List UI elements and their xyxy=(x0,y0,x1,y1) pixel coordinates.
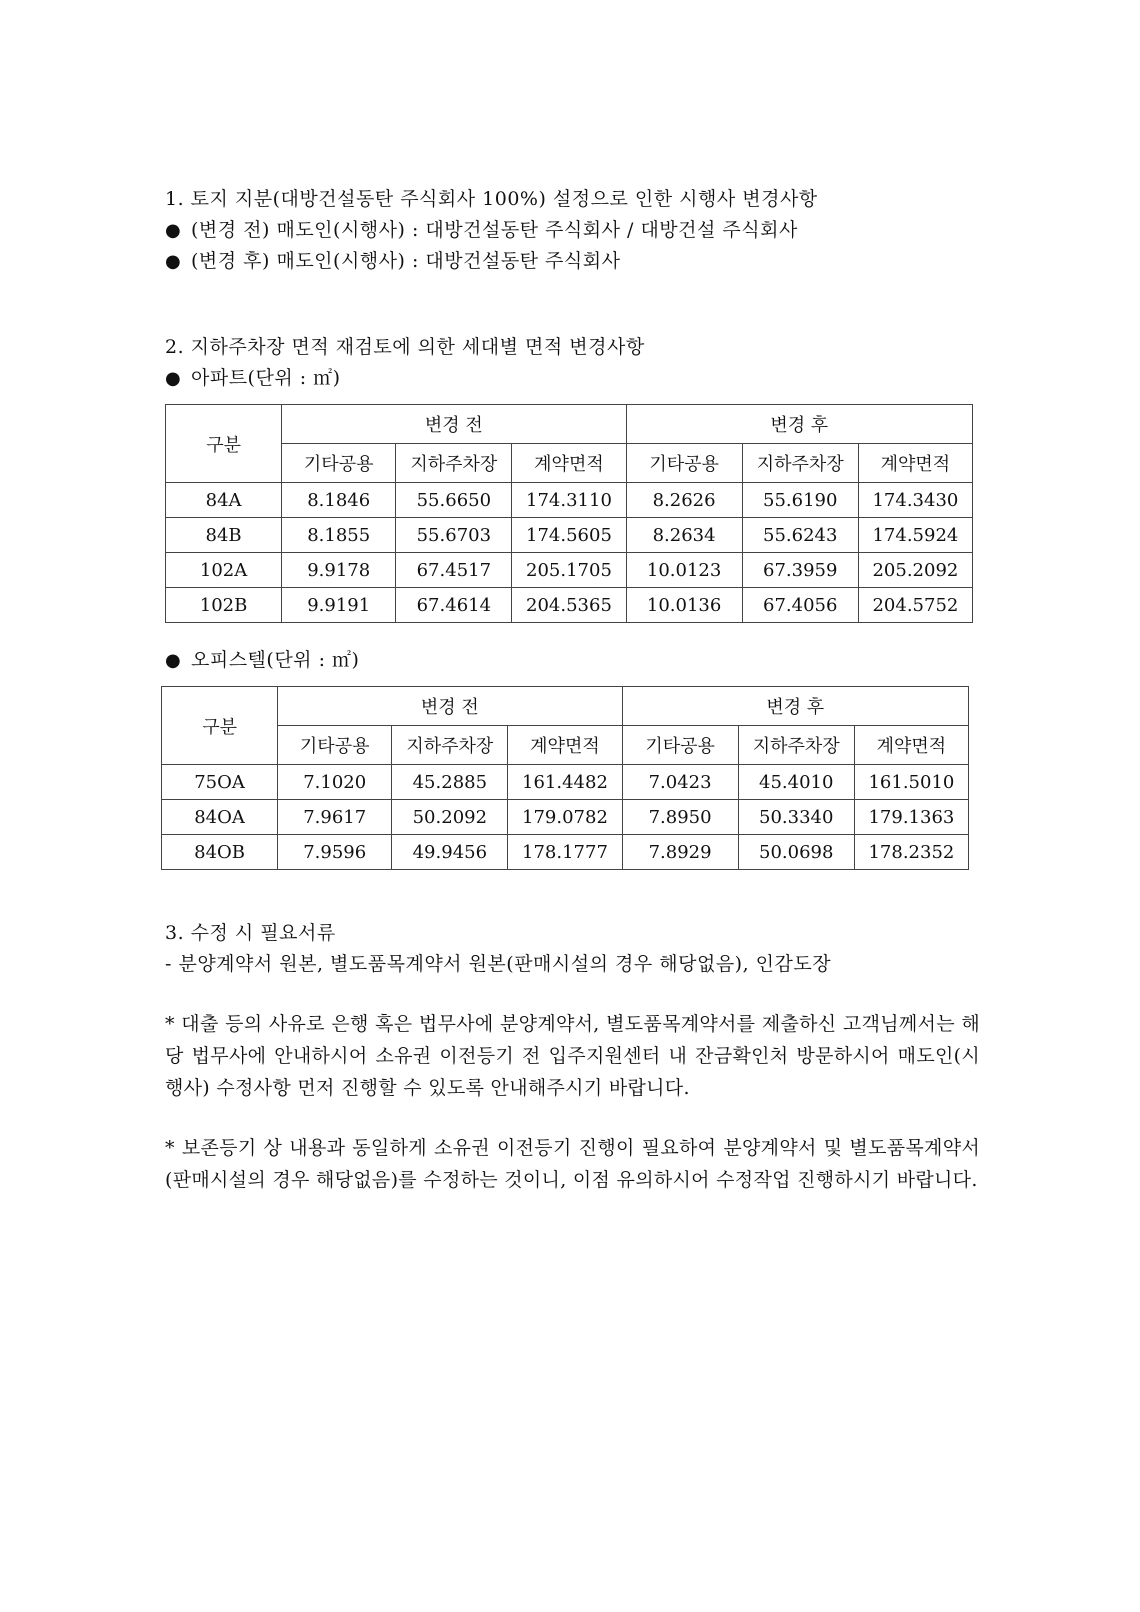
bullet-icon: ● xyxy=(165,650,182,671)
header-type: 구분 xyxy=(166,405,282,483)
table-cell: 174.5924 xyxy=(858,518,972,553)
header-after: 변경 후 xyxy=(622,687,968,726)
table-cell: 7.9617 xyxy=(278,800,392,835)
table-cell: 7.1020 xyxy=(278,765,392,800)
table-cell: 50.0698 xyxy=(738,835,854,870)
table-cell: 7.0423 xyxy=(622,765,738,800)
table-cell: 67.4614 xyxy=(396,588,512,623)
table-cell: 174.3430 xyxy=(858,483,972,518)
table-cell: 179.1363 xyxy=(854,800,968,835)
header-col: 기타공용 xyxy=(626,444,742,483)
table-row xyxy=(162,765,969,800)
table-cell: 8.2626 xyxy=(626,483,742,518)
table-cell: 55.6650 xyxy=(396,483,512,518)
header-col: 계약면적 xyxy=(854,726,968,765)
header-before: 변경 전 xyxy=(278,687,622,726)
table-cell: 205.1705 xyxy=(512,553,626,588)
table-cell: 102B xyxy=(166,588,282,623)
table-cell: 45.2885 xyxy=(392,765,508,800)
note-paragraph: * 보존등기 상 내용과 동일하게 소유권 이전등기 진행이 필요하여 분양계약서 및 별도품목계약서(판매시설의 경우 해당없음)를 수정하는 것이니, 이점 유의하시어 수정작업 진행하시기 바랍니다. xyxy=(165,1137,980,1191)
table-cell: 45.4010 xyxy=(738,765,854,800)
table-row xyxy=(166,588,973,623)
apt-area-table xyxy=(165,404,973,623)
section1-bullet-after xyxy=(165,246,980,277)
table-cell: 55.6190 xyxy=(742,483,858,518)
header-col: 기타공용 xyxy=(622,726,738,765)
section1-bullet-after-text: (변경 후) 매도인(시행사) : 대방건설동탄 주식회사 xyxy=(191,250,621,272)
table-cell: 179.0782 xyxy=(508,800,622,835)
office-caption-text: 오피스텔(단위 : ㎡) xyxy=(191,649,360,671)
table-cell: 102A xyxy=(166,553,282,588)
apt-caption-text: 아파트(단위 : ㎡) xyxy=(191,367,341,389)
table-cell: 174.3110 xyxy=(512,483,626,518)
table-row xyxy=(166,518,973,553)
table-cell: 50.2092 xyxy=(392,800,508,835)
office-caption xyxy=(165,645,980,676)
table-cell: 84A xyxy=(166,483,282,518)
table-cell: 8.2634 xyxy=(626,518,742,553)
header-col: 기타공용 xyxy=(282,444,396,483)
section1-bullet-before xyxy=(165,215,980,246)
table-cell: 161.5010 xyxy=(854,765,968,800)
table-cell: 84OB xyxy=(162,835,278,870)
document-page xyxy=(165,184,980,1196)
table-cell: 10.0136 xyxy=(626,588,742,623)
table-cell: 84OA xyxy=(162,800,278,835)
table-cell: 49.9456 xyxy=(392,835,508,870)
table-cell: 178.2352 xyxy=(854,835,968,870)
table-cell: 9.9178 xyxy=(282,553,396,588)
table-cell: 84B xyxy=(166,518,282,553)
table-cell: 10.0123 xyxy=(626,553,742,588)
table-cell: 8.1846 xyxy=(282,483,396,518)
header-before: 변경 전 xyxy=(282,405,626,444)
table-cell: 7.8950 xyxy=(622,800,738,835)
header-col: 지하주차장 xyxy=(742,444,858,483)
header-col: 지하주차장 xyxy=(396,444,512,483)
table-row xyxy=(166,483,973,518)
bullet-icon: ● xyxy=(165,220,182,241)
table-row xyxy=(162,800,969,835)
section2-title: 2. 지하주차장 면적 재검토에 의한 세대별 면적 변경사항 xyxy=(165,336,645,358)
table-cell: 67.3959 xyxy=(742,553,858,588)
table-cell: 7.8929 xyxy=(622,835,738,870)
table-cell: 8.1855 xyxy=(282,518,396,553)
table-cell: 50.3340 xyxy=(738,800,854,835)
header-col: 계약면적 xyxy=(508,726,622,765)
header-col: 기타공용 xyxy=(278,726,392,765)
header-col: 계약면적 xyxy=(512,444,626,483)
header-type: 구분 xyxy=(162,687,278,765)
header-col: 지하주차장 xyxy=(738,726,854,765)
table-cell: 204.5752 xyxy=(858,588,972,623)
table-cell: 174.5605 xyxy=(512,518,626,553)
section3-title: 3. 수정 시 필요서류 xyxy=(165,922,336,944)
bullet-icon: ● xyxy=(165,251,182,272)
table-row xyxy=(166,553,973,588)
table-cell: 204.5365 xyxy=(512,588,626,623)
apt-caption xyxy=(165,363,980,394)
table-cell: 178.1777 xyxy=(508,835,622,870)
table-cell: 7.9596 xyxy=(278,835,392,870)
table-cell: 75OA xyxy=(162,765,278,800)
header-col: 계약면적 xyxy=(858,444,972,483)
section1-bullet-before-text: (변경 전) 매도인(시행사) : 대방건설동탄 주식회사 / 대방건설 주식회사 xyxy=(191,219,798,241)
bullet-icon: ● xyxy=(165,368,182,389)
table-cell: 205.2092 xyxy=(858,553,972,588)
section1-title: 1. 토지 지분(대방건설동탄 주식회사 100%) 설정으로 인한 시행사 변경사항 xyxy=(165,188,818,210)
table-row xyxy=(162,835,969,870)
table-cell: 55.6243 xyxy=(742,518,858,553)
table-cell: 67.4056 xyxy=(742,588,858,623)
header-col: 지하주차장 xyxy=(392,726,508,765)
table-cell: 161.4482 xyxy=(508,765,622,800)
table-cell: 9.9191 xyxy=(282,588,396,623)
note-paragraph: * 대출 등의 사유로 은행 혹은 법무사에 분양계약서, 별도품목계약서를 제출하신 고객님께서는 해당 법무사에 안내하시어 소유권 이전등기 전 입주지원센터 내 잔금확인처 방문하시어 매도인(시행사) 수정사항 먼저 진행할 수 있도록 안내해주시기 바랍니다. xyxy=(165,1013,980,1099)
header-after: 변경 후 xyxy=(626,405,972,444)
section3-item: - 분양계약서 원본, 별도품목계약서 원본(판매시설의 경우 해당없음), 인감도장 xyxy=(165,953,832,975)
table-cell: 67.4517 xyxy=(396,553,512,588)
office-area-table xyxy=(161,686,969,870)
table-cell: 55.6703 xyxy=(396,518,512,553)
